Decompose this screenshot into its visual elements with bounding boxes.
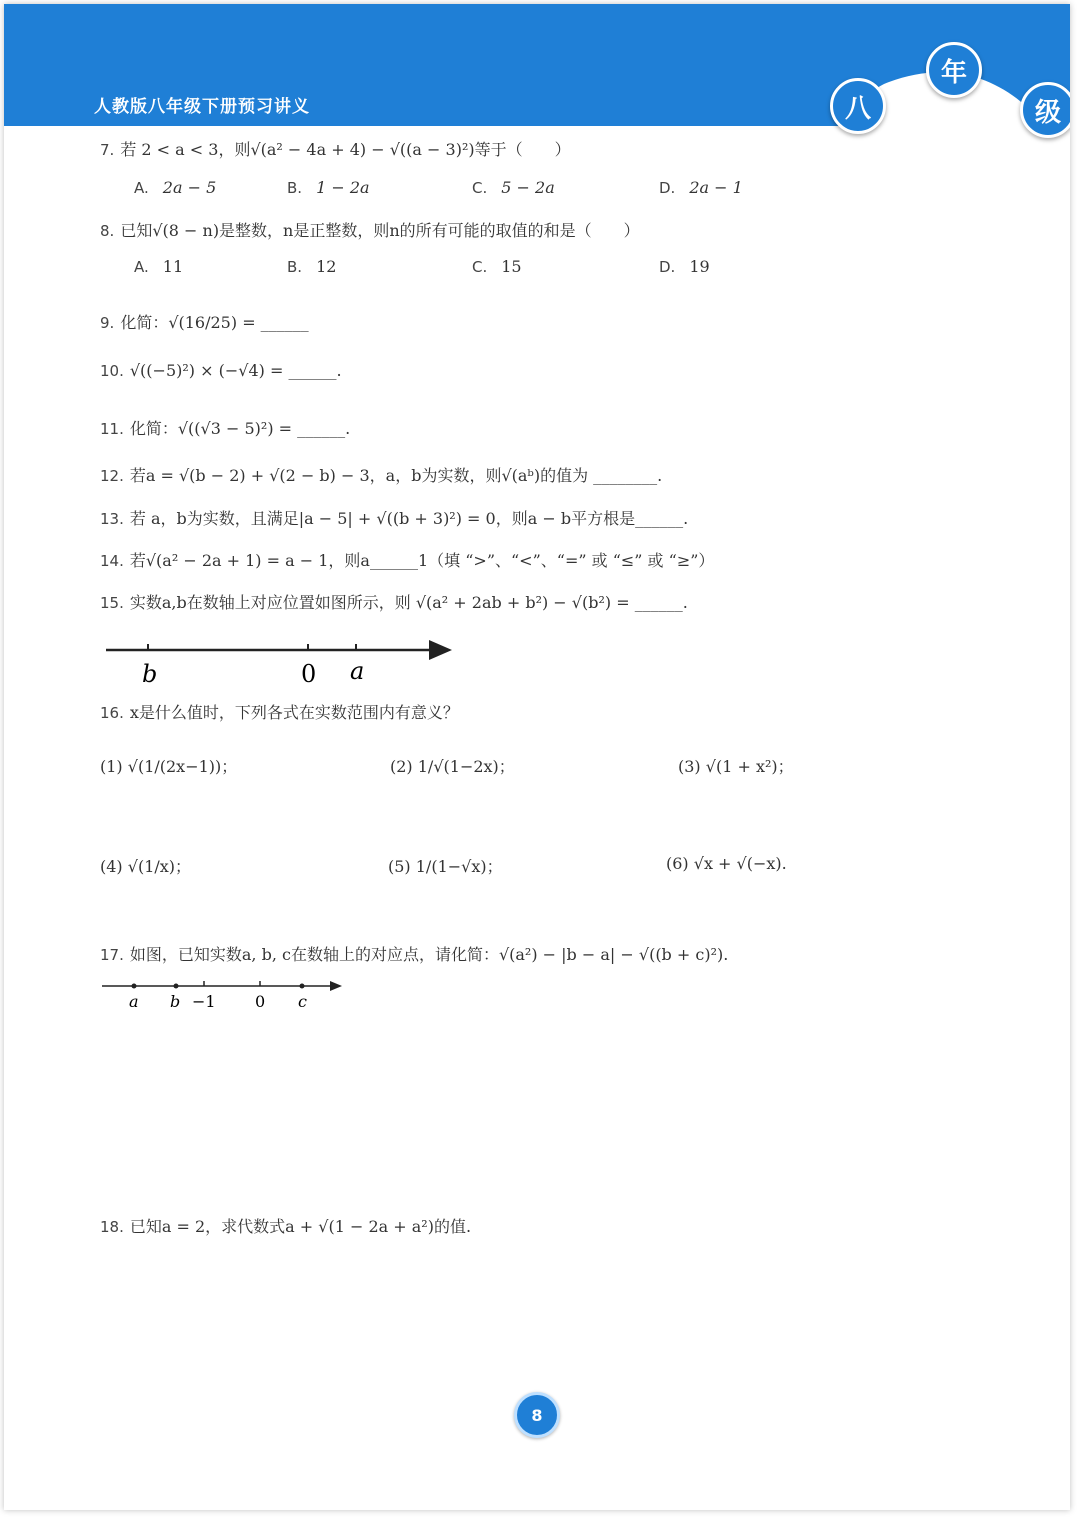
question-10: 10. √((−5)²) × (−√4) = ______. [100,361,342,380]
question-17-text: 如图，已知实数a, b, c在数轴上的对应点，请化简：√(a²) − |b − a| − √((b + c)²). [129,945,729,964]
q17-label-neg1: −1 [192,992,216,1011]
q8-option-b[interactable]: B. 12 [287,257,337,276]
q7-option-b[interactable]: B. 1 − 2a [287,178,370,197]
q16-part-1: (1) √(1/(2x−1))； [100,757,238,776]
question-15: 15. 实数a,b在数轴上对应位置如图所示，则 √(a² + 2ab + b²) − √(b²) = ______. [100,593,688,612]
q16-part-2: (2) 1/√(1−2x)； [390,757,515,776]
question-18: 18. 已知a = 2，求代数式a + √(1 − 2a + a²)的值. [100,1217,472,1236]
q17-label-zero: 0 [255,992,266,1011]
q7-option-c[interactable]: C. 5 − 2a [472,178,555,197]
question-16: 16. x是什么值时，下列各式在实数范围内有意义？ [100,703,459,722]
question-14-text: 若√(a² − 2a + 1) = a − 1，则a______1（填 “>”、“<”、“=” 或 “≤” 或 “≥”） [129,551,715,570]
badge-ji: 级 [1020,82,1070,138]
q7-option-a[interactable]: A. 2a − 5 [134,178,217,197]
q16-part-6: (6) √x + √(−x). [666,854,787,873]
q7-option-d[interactable]: D. 2a − 1 [659,178,743,197]
badge-ba: 八 [830,78,886,134]
q8-option-a[interactable]: A. 11 [134,257,184,276]
q16-part-5: (5) 1/(1−√x)； [388,857,503,876]
question-12-text: 若a = √(b − 2) + √(2 − b) − 3，a，b为实数，则√(aᵇ)的值为 ________. [129,466,663,485]
question-7: 7. 若 2 < a < 3，则√(a² − 4a + 4) − √((a − 3)²)等于（ ） [100,140,571,159]
q16-part-3: (3) √(1 + x²)； [678,757,794,776]
question-14: 14. 若√(a² − 2a + 1) = a − 1，则a______1（填 “>”、“<”、“=” 或 “≤” 或 “≥”） [100,551,715,570]
q8-option-c[interactable]: C. 15 [472,257,522,276]
question-10-text: √((−5)²) × (−√4) = ______. [129,361,342,380]
question-9: 9. 化简：√(16/25) = ______ [100,313,309,332]
header-title: 人教版八年级下册预习讲义 [94,97,310,117]
question-8: 8. 已知√(8 − n)是整数，n是正整数，则n的所有可能的取值的和是（ ） [100,221,640,240]
q8-option-d[interactable]: D. 19 [659,257,710,276]
question-12: 12. 若a = √(b − 2) + √(2 − b) − 3，a，b为实数，则√(aᵇ)的值为 ________. [100,466,663,485]
badge-nian: 年 [926,42,982,98]
question-15-text: 实数a,b在数轴上对应位置如图所示，则 √(a² + 2ab + b²) − √(b²) = ______. [129,593,688,612]
page-number-badge: 8 [514,1392,560,1438]
worksheet-page [4,4,1070,1510]
q15-label-zero: 0 [301,660,317,688]
q17-label-a: a [129,992,139,1011]
q15-label-b: b [142,660,158,688]
question-11-text: 化简：√((√3 − 5)²) = ______. [129,419,351,438]
question-13-text: 若 a，b为实数，且满足|a − 5| + √((b + 3)²) = 0，则a − b平方根是______. [129,509,689,528]
question-18-text: 已知a = 2，求代数式a + √(1 − 2a + a²)的值. [129,1217,472,1236]
question-17: 17. 如图，已知实数a, b, c在数轴上的对应点，请化简：√(a²) − |b − a| − √((b + c)²). [100,945,729,964]
q16-part-4: (4) √(1/x)； [100,857,192,876]
question-13: 13. 若 a，b为实数，且满足|a − 5| + √((b + 3)²) = 0，则a − b平方根是______. [100,509,689,528]
q17-number-line [100,976,360,1016]
q17-label-c: c [298,992,307,1011]
question-9-text: 化简：√(16/25) = ______ [120,313,309,332]
question-7-text: 若 2 < a < 3，则√(a² − 4a + 4) − √((a − 3)²)等于（ ） [120,140,571,159]
q15-label-a: a [350,657,365,685]
q17-label-b: b [170,992,181,1011]
q15-number-line [104,634,464,694]
question-16-text: x是什么值时，下列各式在实数范围内有意义？ [129,703,459,722]
question-8-text: 已知√(8 − n)是整数，n是正整数，则n的所有可能的取值的和是（ ） [120,221,640,240]
question-11: 11. 化简：√((√3 − 5)²) = ______. [100,419,351,438]
